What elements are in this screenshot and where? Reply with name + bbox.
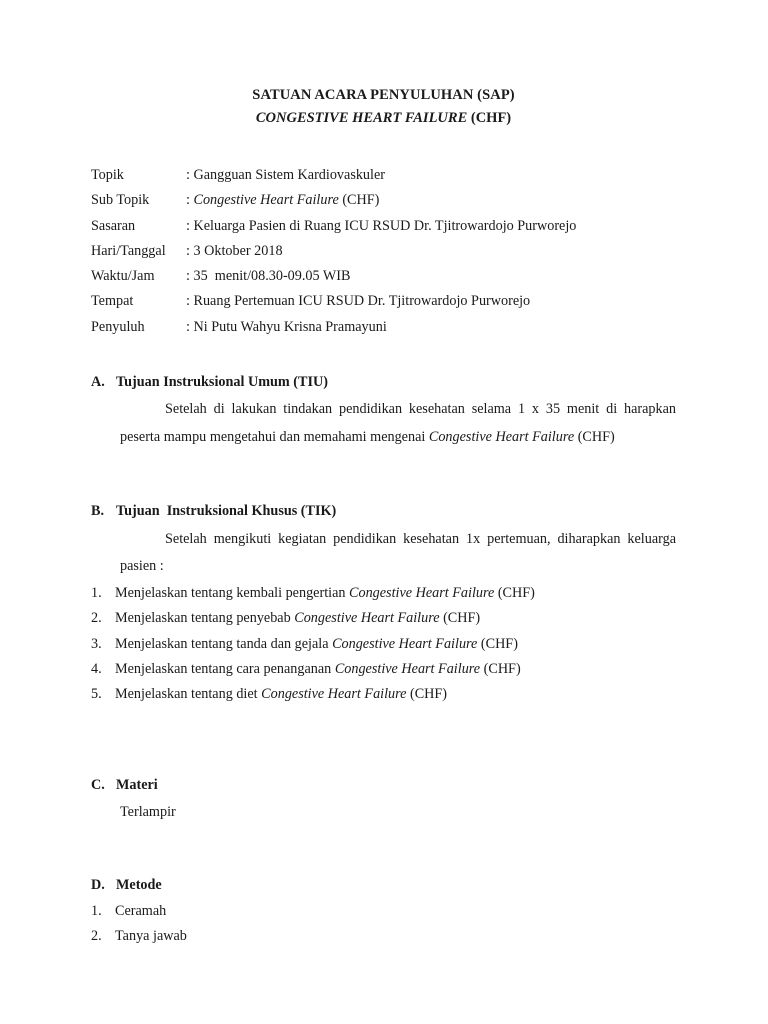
section-letter: A. [91, 373, 105, 390]
metadata-separator: : [186, 318, 194, 335]
metadata-row-sasaran [91, 214, 676, 239]
document-title-block [91, 84, 676, 131]
metadata-text-italic: Congestive Heart Failure [193, 192, 339, 209]
section-letter: D. [91, 876, 105, 893]
section-title: Materi [116, 777, 158, 794]
list-item-text-italic: Congestive Heart Failure [332, 635, 478, 652]
list-item-text-after: (CHF) [494, 584, 535, 601]
metadata-text: Keluarga Pasien di Ruang ICU RSUD Dr. Tjitrowardojo Purworejo [193, 217, 577, 234]
metadata-text-after: (CHF) [338, 192, 380, 209]
section-title: Tujuan Instruksional Khusus (TIK) [116, 503, 337, 520]
list-item-text [115, 899, 676, 924]
list-item-text-after: (CHF) [480, 660, 521, 677]
list-item-text-italic: Congestive Heart Failure [349, 584, 495, 601]
metadata-separator: : [186, 192, 194, 209]
metadata-separator: : [186, 166, 194, 183]
metadata-text: Gangguan Sistem Kardiovaskuler [193, 166, 385, 183]
metadata-row-penyuluh [91, 315, 676, 340]
metadata-value [186, 315, 676, 340]
page-subtitle-rest: (CHF) [467, 110, 512, 127]
section-tiu [91, 370, 676, 452]
list-item-text-italic: Congestive Heart Failure [294, 610, 440, 627]
list-item [91, 899, 676, 924]
list-item-text [115, 581, 676, 606]
list-item-text [115, 924, 676, 949]
spacer [91, 847, 676, 873]
list-item-number: 2. [91, 928, 102, 945]
metadata-label: Tempat [91, 293, 134, 310]
list-item [91, 632, 676, 657]
list-item-text [115, 682, 676, 707]
list-item-text-before: Menjelaskan tentang diet [115, 686, 262, 703]
list-item [91, 924, 676, 949]
page-subtitle-italic: CONGESTIVE HEART FAILURE [255, 110, 468, 127]
metadata-row-tempat [91, 289, 676, 314]
metadata-value [186, 163, 676, 188]
metadata-separator: : [186, 242, 194, 259]
list-item [91, 682, 676, 707]
section-letter: B. [91, 503, 105, 520]
list-item-text-before: Menjelaskan tentang kembali pengertian [115, 584, 350, 601]
metadata-value [186, 289, 676, 314]
list-item-number: 3. [91, 635, 102, 652]
list-item-text [115, 632, 676, 657]
page-title: SATUAN ACARA PENYULUHAN (SAP) [252, 87, 515, 103]
section-tiu-heading [91, 370, 676, 394]
document-content [91, 84, 676, 972]
section-metode-list [91, 899, 676, 950]
list-item-number: 5. [91, 686, 102, 703]
metadata-label: Penyuluh [91, 318, 145, 335]
list-item [91, 657, 676, 682]
paragraph-text-italic: Congestive Heart Failure [428, 428, 575, 445]
list-item-text-before: Menjelaskan tentang tanda dan gejala [115, 635, 333, 652]
list-item-text-before: Ceramah [115, 902, 167, 919]
metadata-value [186, 188, 676, 213]
list-item-number: 1. [91, 902, 102, 919]
section-materi [91, 773, 676, 824]
list-item-number: 4. [91, 660, 102, 677]
section-tik [91, 499, 676, 707]
metadata-label: Waktu/Jam [91, 268, 155, 285]
section-metode [91, 873, 676, 950]
metadata-value [186, 264, 676, 289]
metadata-separator: : [186, 217, 194, 234]
section-tik-paragraph: Setelah mengikuti kegiatan pendidikan kesehatan 1x pertemuan, diharapkan keluarga pasien : [120, 530, 676, 575]
list-item-text [115, 657, 676, 682]
metadata-separator: : [186, 293, 194, 310]
list-item-text-before: Menjelaskan tentang cara penanganan [115, 660, 335, 677]
list-item-number: 1. [91, 584, 102, 601]
list-item-text-before: Tanya jawab [115, 928, 187, 945]
section-title: Metode [116, 876, 162, 893]
metadata-row-waktu-jam [91, 264, 676, 289]
metadata-label: Hari/Tanggal [91, 242, 166, 259]
metadata-text: Ni Putu Wahyu Krisna Pramayuni [193, 318, 387, 335]
section-materi-body: Terlampir [120, 803, 176, 820]
list-item-text-after: (CHF) [406, 686, 448, 703]
list-item-text-italic: Congestive Heart Failure [334, 660, 481, 677]
metadata-text: 3 Oktober 2018 [193, 242, 283, 259]
metadata-value [186, 239, 676, 264]
metadata-separator: : [186, 268, 194, 285]
metadata-row-sub-topik [91, 188, 676, 213]
section-letter: C. [91, 777, 105, 794]
section-materi-heading [91, 773, 676, 797]
list-item [91, 581, 676, 606]
metadata-label: Sasaran [91, 217, 136, 234]
section-tik-heading [91, 499, 676, 523]
metadata-row-topik [91, 163, 676, 188]
metadata-value [186, 214, 676, 239]
metadata-text: 35 menit/08.30-09.05 WIB [193, 268, 351, 285]
paragraph-text-after: (CHF) [574, 428, 615, 445]
list-item-text-after: (CHF) [439, 610, 481, 627]
spacer [91, 473, 676, 499]
metadata-label: Topik [91, 166, 124, 183]
spacer [91, 729, 676, 773]
list-item-text-italic: Congestive Heart Failure [261, 686, 407, 703]
list-item-text-after: (CHF) [477, 635, 518, 652]
paragraph-text-before: Setelah di lakukan tindakan pendidikan kesehatan selama 1 x 35 menit di harapkan peserta mampu mengetahui dan memahami mengenai [120, 401, 676, 445]
section-metode-heading [91, 873, 676, 897]
metadata-row-hari-tanggal [91, 239, 676, 264]
metadata-text: Ruang Pertemuan ICU RSUD Dr. Tjitrowardojo Purworejo [193, 293, 531, 310]
page-subtitle [91, 107, 676, 130]
section-tik-list [91, 581, 676, 707]
list-item-text-before: Menjelaskan tentang penyebab [115, 610, 295, 627]
metadata-list [91, 163, 676, 340]
list-item-number: 2. [91, 610, 102, 627]
list-item [91, 606, 676, 631]
section-tiu-paragraph [91, 396, 676, 451]
metadata-label: Sub Topik [91, 192, 150, 209]
section-title: Tujuan Instruksional Umum (TIU) [116, 373, 328, 390]
list-item-text [115, 606, 676, 631]
